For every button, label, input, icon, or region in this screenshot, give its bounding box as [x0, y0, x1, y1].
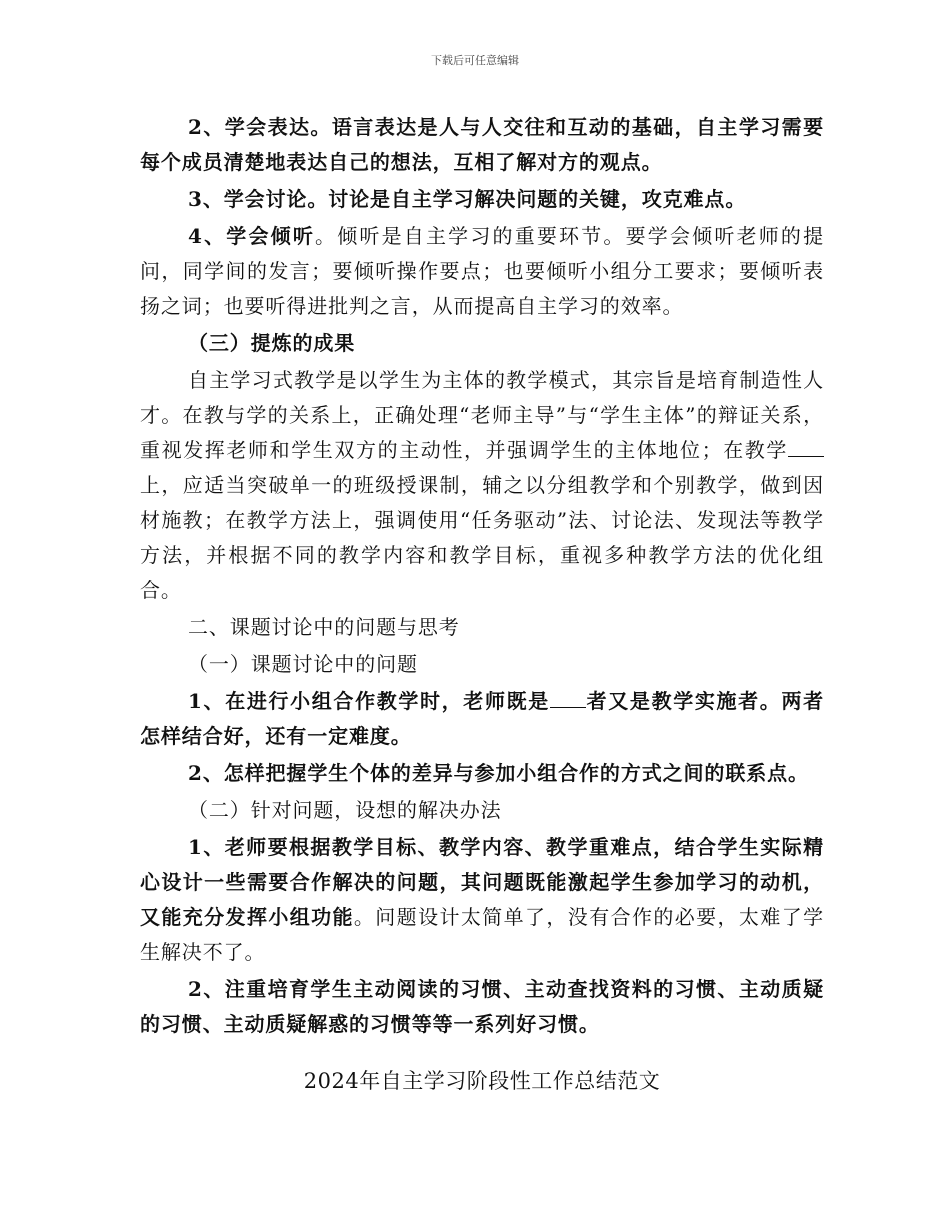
paragraph-learn-listen-lead: 4、学会倾听: [188, 224, 316, 248]
blank-line: [788, 440, 824, 457]
paragraph-learn-listen-body: 。倾听是自主学习的重要环节。要学会倾听老师的提问，同学间的发言；要倾听操作要点；也要倾听小组分工要求；要倾听表扬之词；也要听得进批判之言，从而提高自主学习的效率。: [140, 224, 824, 318]
paragraph-problem-two: 2、怎样把握学生个体的差异与参加小组合作的方式之间的联系点。: [188, 761, 809, 785]
paragraph-problem-one: [140, 684, 824, 754]
page-header: 下载后可任意编辑: [431, 54, 519, 67]
paragraph-problem-one-part1: 1、在进行小组合作教学时，老师既是: [188, 689, 550, 713]
blank-line: [550, 691, 586, 708]
paragraph-learn-listen: [140, 219, 824, 324]
heading-results: （三）提炼的成果: [188, 331, 356, 355]
paragraph-solution-one: [140, 830, 824, 970]
heading-problems: （一）课题讨论中的问题: [188, 652, 418, 676]
paragraph-solution-one-rest: 。问题设计太简单了，没有合作的必要，太难了学生解决不了。: [140, 905, 824, 964]
paragraph-results-part2: 上，应适当突破单一的班级授课制，辅之以分组教学和个别教学，做到因材施教；在教学方法上，强调使用“任务驱动”法、讨论法、发现法等教学方法，并根据不同的教学内容和教学目标，重视多种教学方法的优化组合。: [140, 473, 824, 602]
heading-section-two: 二、课题讨论中的问题与思考: [188, 615, 460, 639]
paragraph-learn-discuss: 3、学会讨论。讨论是自主学习解决问题的关键，攻克难点。: [188, 187, 747, 211]
paragraph-problem-one-part2: 者又是教学实施者。两者怎样结合好，还有一定难度。: [140, 689, 824, 748]
heading-solutions: （二）针对问题，设想的解决办法: [188, 798, 502, 822]
paragraph-learn-express: 2、学会表达。语言表达是人与人交往和互动的基础，自主学习需要每个成员清楚地表达自己的想法，互相了解对方的观点。: [140, 115, 824, 174]
paragraph-results: [140, 363, 824, 608]
paragraph-solution-one-bold: 1、老师要根据教学目标、教学内容、教学重难点，结合学生实际精心设计一些需要合作解决的问题，其问题既能激起学生参加学习的动机，又能充分发挥小组功能: [140, 835, 824, 929]
paragraph-results-part1: 自主学习式教学是以学生为主体的教学模式，其宗旨是培育制造性人才。在教与学的关系上，正确处理“老师主导”与“学生主体”的辩证关系，重视发挥老师和学生双方的主动性，并强调学生的主体地位；在教学: [140, 368, 824, 462]
document-body: [140, 110, 824, 1099]
paragraph-solution-two: 2、注重培育学生主动阅读的习惯、主动查找资料的习惯、主动质疑的习惯、主动质疑解惑的习惯等等一系列好习惯。: [140, 977, 824, 1036]
document-title: 2024年自主学习阶段性工作总结范文: [303, 1069, 661, 1093]
